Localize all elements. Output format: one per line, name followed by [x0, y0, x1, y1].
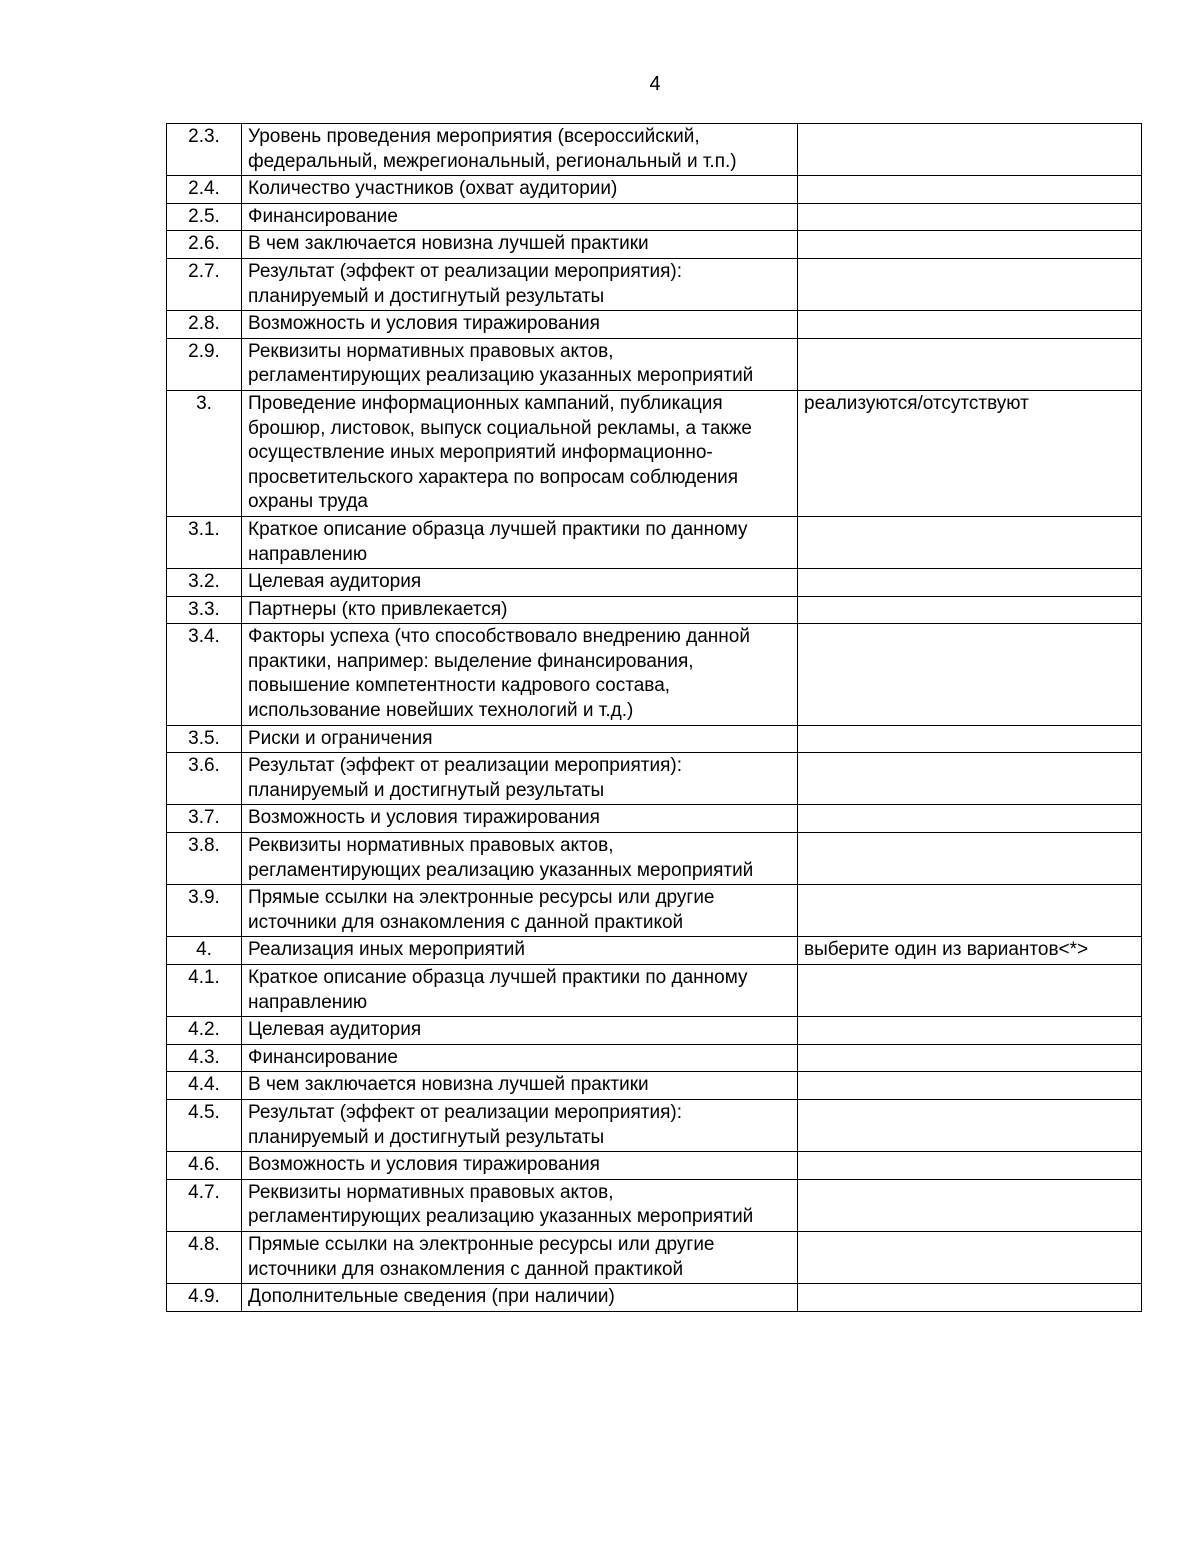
row-value-cell[interactable]: [798, 1017, 1142, 1045]
row-description-cell: Реализация иных мероприятий: [242, 937, 798, 965]
row-description-cell: Риски и ограничения: [242, 725, 798, 753]
row-description-cell: Результат (эффект от реализации мероприятия): планируемый и достигнутый результаты: [242, 753, 798, 805]
row-value-cell[interactable]: [798, 753, 1142, 805]
row-value-cell[interactable]: реализуются/отсутствуют: [798, 390, 1142, 516]
row-description-cell: Финансирование: [242, 203, 798, 231]
row-value-cell[interactable]: [798, 338, 1142, 390]
table-row: [167, 1072, 1142, 1100]
table-body: [167, 124, 1142, 1312]
row-number-cell: 2.4.: [167, 176, 242, 204]
row-number-cell: 4.2.: [167, 1017, 242, 1045]
table-row: [167, 1044, 1142, 1072]
row-value-cell[interactable]: [798, 1231, 1142, 1283]
row-description-cell: Целевая аудитория: [242, 569, 798, 597]
table-row: [167, 203, 1142, 231]
row-number-cell: 4.4.: [167, 1072, 242, 1100]
row-value-cell[interactable]: [798, 1284, 1142, 1312]
table-row: [167, 805, 1142, 833]
row-value-cell[interactable]: [798, 725, 1142, 753]
row-description-cell: Проведение информационных кампаний, публикация брошюр, листовок, выпуск социальной рекламы, а также осуществление иных мероприятий информационно-просветительского характера по вопросам соблюдения охраны труда: [242, 390, 798, 516]
row-description-cell: Возможность и условия тиражирования: [242, 1152, 798, 1180]
table-row: [167, 258, 1142, 310]
table-row: [167, 311, 1142, 339]
table-row: [167, 596, 1142, 624]
row-number-cell: 4.: [167, 937, 242, 965]
row-description-cell: Финансирование: [242, 1044, 798, 1072]
row-number-cell: 2.3.: [167, 124, 242, 176]
row-number-cell: 4.3.: [167, 1044, 242, 1072]
table-row: [167, 390, 1142, 516]
row-description-cell: Прямые ссылки на электронные ресурсы или другие источники для ознакомления с данной практикой: [242, 885, 798, 937]
row-value-cell[interactable]: [798, 124, 1142, 176]
page-number: 4: [649, 73, 661, 95]
row-number-cell: 2.9.: [167, 338, 242, 390]
table-row: [167, 753, 1142, 805]
row-value-cell[interactable]: [798, 1044, 1142, 1072]
row-number-cell: 3.: [167, 390, 242, 516]
row-number-cell: 3.9.: [167, 885, 242, 937]
row-description-cell: Краткое описание образца лучшей практики по данному направлению: [242, 516, 798, 568]
row-number-cell: 2.8.: [167, 311, 242, 339]
row-description-cell: Краткое описание образца лучшей практики по данному направлению: [242, 965, 798, 1017]
row-number-cell: 2.6.: [167, 231, 242, 259]
row-number-cell: 3.3.: [167, 596, 242, 624]
row-value-cell[interactable]: [798, 885, 1142, 937]
row-value-cell[interactable]: [798, 311, 1142, 339]
row-value-cell[interactable]: [798, 258, 1142, 310]
row-number-cell: 3.4.: [167, 624, 242, 725]
table-row: [167, 124, 1142, 176]
row-description-cell: Прямые ссылки на электронные ресурсы или другие источники для ознакомления с данной практикой: [242, 1231, 798, 1283]
row-description-cell: Возможность и условия тиражирования: [242, 805, 798, 833]
row-number-cell: 4.8.: [167, 1231, 242, 1283]
table-row: [167, 1017, 1142, 1045]
row-value-cell[interactable]: [798, 965, 1142, 1017]
row-number-cell: 2.5.: [167, 203, 242, 231]
table-row: [167, 231, 1142, 259]
row-number-cell: 4.6.: [167, 1152, 242, 1180]
row-value-cell[interactable]: [798, 1099, 1142, 1151]
row-number-cell: 3.1.: [167, 516, 242, 568]
row-description-cell: Реквизиты нормативных правовых актов, регламентирующих реализацию указанных мероприятий: [242, 1179, 798, 1231]
row-number-cell: 4.9.: [167, 1284, 242, 1312]
row-value-cell[interactable]: [798, 1152, 1142, 1180]
row-description-cell: Результат (эффект от реализации мероприятия): планируемый и достигнутый результаты: [242, 258, 798, 310]
row-value-cell[interactable]: [798, 176, 1142, 204]
row-value-cell[interactable]: [798, 203, 1142, 231]
table-row: [167, 176, 1142, 204]
table-row: [167, 1099, 1142, 1151]
row-number-cell: 4.7.: [167, 1179, 242, 1231]
row-value-cell[interactable]: [798, 516, 1142, 568]
row-description-cell: Реквизиты нормативных правовых актов, регламентирующих реализацию указанных мероприятий: [242, 338, 798, 390]
row-value-cell[interactable]: [798, 596, 1142, 624]
table-row: [167, 516, 1142, 568]
row-description-cell: Факторы успеха (что способствовало внедрению данной практики, например: выделение финансирования, повышение компетентности кадрового состава, использование новейших технологий и т.д.): [242, 624, 798, 725]
table-row: [167, 1231, 1142, 1283]
table-row: [167, 1284, 1142, 1312]
row-number-cell: 4.1.: [167, 965, 242, 1017]
table-row: [167, 833, 1142, 885]
table-row: [167, 965, 1142, 1017]
row-description-cell: Уровень проведения мероприятия (всероссийский, федеральный, межрегиональный, региональный и т.п.): [242, 124, 798, 176]
row-value-cell[interactable]: [798, 1179, 1142, 1231]
table-row: [167, 937, 1142, 965]
row-value-cell[interactable]: выберите один из вариантов<*>: [798, 937, 1142, 965]
row-value-cell[interactable]: [798, 624, 1142, 725]
row-number-cell: 4.5.: [167, 1099, 242, 1151]
row-description-cell: Реквизиты нормативных правовых актов, регламентирующих реализацию указанных мероприятий: [242, 833, 798, 885]
row-description-cell: Количество участников (охват аудитории): [242, 176, 798, 204]
table-row: [167, 338, 1142, 390]
row-number-cell: 3.5.: [167, 725, 242, 753]
table-row: [167, 725, 1142, 753]
table-row: [167, 569, 1142, 597]
row-number-cell: 3.8.: [167, 833, 242, 885]
row-description-cell: Результат (эффект от реализации мероприятия): планируемый и достигнутый результаты: [242, 1099, 798, 1151]
table-row: [167, 624, 1142, 725]
row-value-cell[interactable]: [798, 231, 1142, 259]
row-description-cell: В чем заключается новизна лучшей практики: [242, 231, 798, 259]
row-description-cell: Партнеры (кто привлекается): [242, 596, 798, 624]
row-value-cell[interactable]: [798, 805, 1142, 833]
row-value-cell[interactable]: [798, 833, 1142, 885]
row-number-cell: 3.7.: [167, 805, 242, 833]
table-row: [167, 1152, 1142, 1180]
row-description-cell: Возможность и условия тиражирования: [242, 311, 798, 339]
row-value-cell[interactable]: [798, 1072, 1142, 1100]
row-number-cell: 3.6.: [167, 753, 242, 805]
row-number-cell: 3.2.: [167, 569, 242, 597]
row-number-cell: 2.7.: [167, 258, 242, 310]
row-description-cell: Дополнительные сведения (при наличии): [242, 1284, 798, 1312]
table-row: [167, 885, 1142, 937]
table-row: [167, 1179, 1142, 1231]
row-value-cell[interactable]: [798, 569, 1142, 597]
practice-form-table: [166, 123, 1142, 1312]
row-description-cell: В чем заключается новизна лучшей практики: [242, 1072, 798, 1100]
row-description-cell: Целевая аудитория: [242, 1017, 798, 1045]
